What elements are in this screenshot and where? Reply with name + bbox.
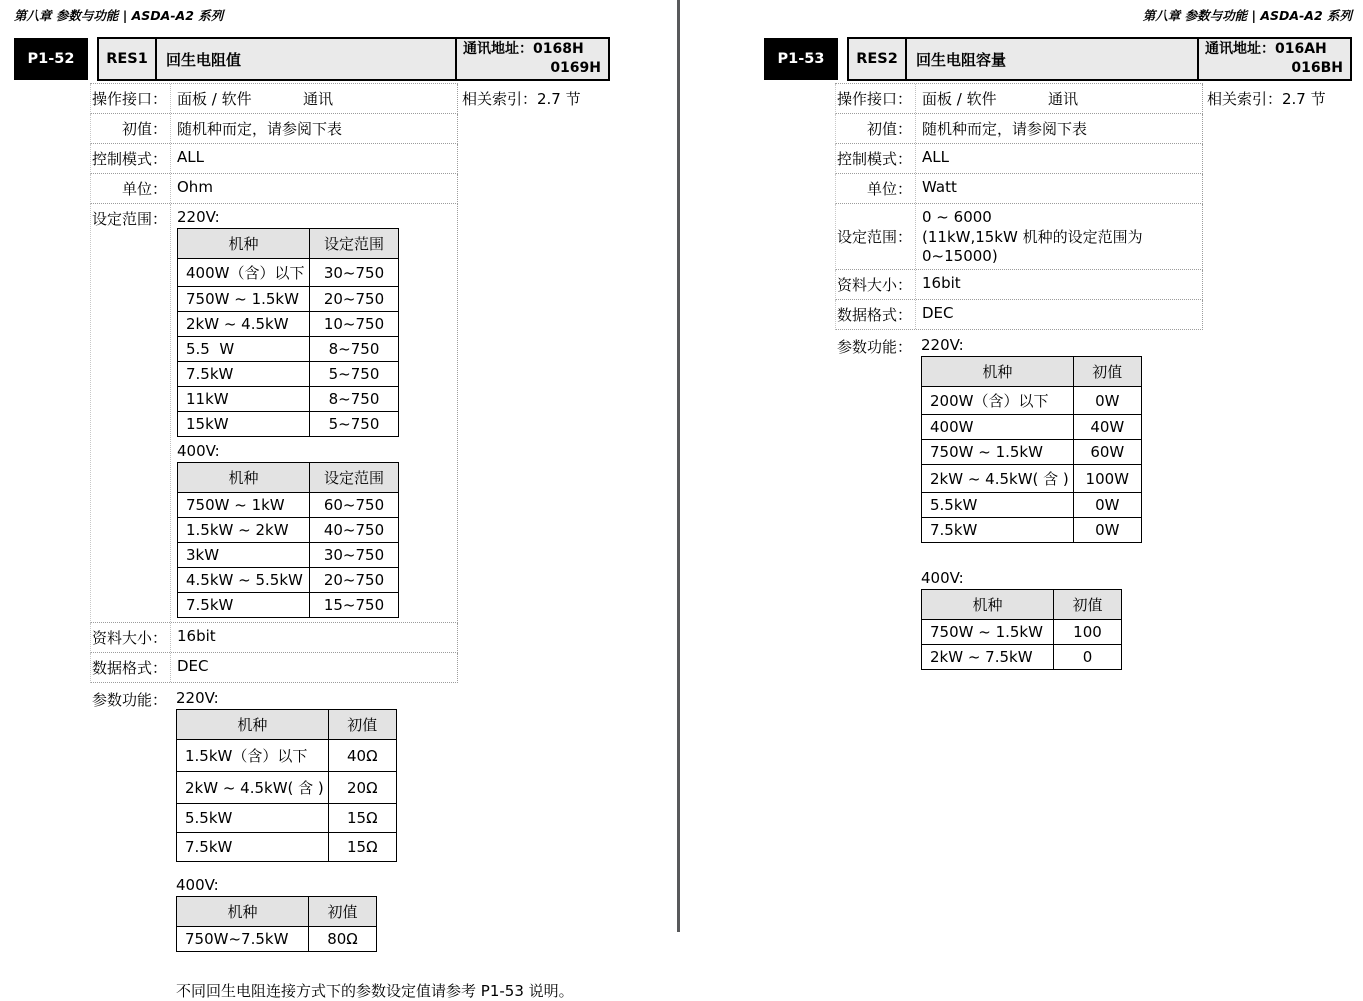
field-value <box>170 685 458 956</box>
table-cell: 750W ~ 1.5kW <box>922 620 1054 645</box>
field-value: 16bit <box>177 627 216 645</box>
table-cell: 5.5kW <box>922 493 1074 518</box>
field-rows <box>90 83 581 683</box>
table-row <box>922 620 1122 645</box>
table-header-cell: 机种 <box>177 897 309 927</box>
table-row <box>177 772 397 804</box>
table-row <box>922 518 1142 543</box>
table-cell: 40~750 <box>310 518 399 543</box>
field-row-control-mode <box>90 144 458 174</box>
left-page-column <box>0 0 677 1000</box>
field-label: 控制模式： <box>836 144 916 173</box>
table-cell: 30~750 <box>310 543 399 568</box>
table-header-cell: 设定范围 <box>310 229 399 259</box>
table-cell: 20Ω <box>328 772 396 804</box>
table-row <box>178 518 399 543</box>
right-page-column <box>680 0 1363 932</box>
field-label: 数据格式： <box>91 653 171 682</box>
table-cell: 40W <box>1073 415 1141 440</box>
table-header-row <box>178 229 399 259</box>
field-label: 参数功能： <box>836 338 912 356</box>
field-label: 操作接口： <box>836 84 916 113</box>
page-header-right: 第八章 参数与功能 | ASDA-A2 系列 <box>1142 8 1352 23</box>
comm-address-line2: 016BH <box>1291 60 1343 76</box>
comm-address-line2: 0169H <box>550 60 601 76</box>
initial-value-table-220v <box>176 709 397 862</box>
field-row-data-size <box>835 270 1203 300</box>
field-row-interface <box>90 84 581 114</box>
table-cell: 0W <box>1073 518 1141 543</box>
param-title-box <box>97 37 610 81</box>
field-label: 数据格式： <box>836 300 916 329</box>
comm-address-line1: 通讯地址：016AH <box>1205 41 1327 57</box>
field-row-initial <box>90 114 458 144</box>
field-row-unit <box>835 174 1203 204</box>
table-cell: 15Ω <box>328 833 396 862</box>
table-header-cell: 初值 <box>1054 590 1122 620</box>
field-value <box>916 204 1202 269</box>
param-header-p1-52 <box>14 38 610 81</box>
field-label: 操作接口： <box>91 84 171 113</box>
voltage-title-400v: 400V: <box>176 876 219 894</box>
field-value: Watt <box>922 178 957 196</box>
table-cell: 60~750 <box>310 493 399 518</box>
table-row <box>177 740 397 772</box>
table-row <box>922 415 1142 440</box>
field-row-initial <box>835 114 1203 144</box>
table-cell: 2kW ~ 7.5kW <box>922 645 1054 670</box>
field-label: 设定范围： <box>836 204 916 269</box>
table-cell: 750W~7.5kW <box>177 927 309 952</box>
table-row <box>922 440 1142 465</box>
voltage-title-220v: 220V: <box>921 336 964 354</box>
table-cell: 30~750 <box>310 259 399 287</box>
field-row-setting-range <box>90 204 458 623</box>
table-header-cell: 初值 <box>328 710 396 740</box>
voltage-title-400v: 400V: <box>177 442 220 460</box>
table-row <box>178 362 399 387</box>
field-row-interface <box>835 84 1326 114</box>
related-index: 相关索引：2.7 节 <box>1207 90 1326 108</box>
table-row <box>178 387 399 412</box>
table-header-cell: 初值 <box>1073 357 1141 387</box>
field-value: ALL <box>177 148 204 166</box>
field-value: 16bit <box>922 274 961 292</box>
table-cell: 7.5kW <box>178 362 310 387</box>
reference-note: 不同回生电阻连接方式下的参数设定值请参考 P1-53 说明。 <box>176 982 574 1000</box>
table-cell: 40Ω <box>328 740 396 772</box>
table-cell: 15kW <box>178 412 310 437</box>
table-cell: 1.5kW（含）以下 <box>177 740 329 772</box>
table-header-cell: 机种 <box>922 357 1074 387</box>
field-row-setting-range <box>835 204 1203 270</box>
comm-address-line1: 通讯地址：0168H <box>463 41 584 57</box>
table-cell: 200W（含）以下 <box>922 387 1074 415</box>
table-cell: 5.5kW <box>177 804 329 833</box>
table-row <box>922 465 1142 493</box>
range-table-400v <box>177 462 399 618</box>
table-row <box>178 543 399 568</box>
table-cell: 2kW ~ 4.5kW( 含 ) <box>922 465 1074 493</box>
table-header-row <box>922 590 1122 620</box>
table-cell: 60W <box>1073 440 1141 465</box>
table-header-row <box>922 357 1142 387</box>
field-value: ALL <box>922 148 949 166</box>
initial-value-table-220v <box>921 356 1142 543</box>
table-row <box>922 493 1142 518</box>
table-cell: 11kW <box>178 387 310 412</box>
field-row-unit <box>90 174 458 204</box>
table-header-cell: 初值 <box>309 897 377 927</box>
param-body-p1-53 <box>835 83 1326 674</box>
table-row <box>178 493 399 518</box>
field-row-param-function <box>90 685 458 956</box>
field-label: 控制模式： <box>91 144 171 173</box>
field-value: DEC <box>922 304 954 322</box>
table-cell: 7.5kW <box>177 833 329 862</box>
table-cell: 750W ~ 1.5kW <box>922 440 1074 465</box>
comm-address-box <box>1197 39 1350 79</box>
range-table-220v <box>177 228 399 437</box>
table-cell: 0W <box>1073 493 1141 518</box>
table-header-cell: 设定范围 <box>310 463 399 493</box>
table-cell: 7.5kW <box>178 593 310 618</box>
table-cell: 5.5 W <box>178 337 310 362</box>
related-index: 相关索引：2.7 节 <box>462 90 581 108</box>
field-value <box>171 204 457 622</box>
table-cell: 8~750 <box>310 337 399 362</box>
table-cell: 0W <box>1073 387 1141 415</box>
field-value: 随机种而定，请参阅下表 <box>177 120 343 138</box>
table-header-row <box>177 897 377 927</box>
table-row <box>922 387 1142 415</box>
field-label: 初值： <box>91 114 171 143</box>
field-row-param-function <box>835 332 1203 674</box>
field-value: DEC <box>177 657 209 675</box>
table-cell: 15~750 <box>310 593 399 618</box>
range-line-1: 0 ~ 6000 <box>922 208 992 226</box>
range-line-2: (11kW,15kW 机种的设定范围为 0~15000) <box>922 228 1143 265</box>
table-cell: 10~750 <box>310 312 399 337</box>
table-cell: 400W（含）以下 <box>178 259 310 287</box>
initial-value-table-400v <box>176 896 377 952</box>
table-cell: 20~750 <box>310 287 399 312</box>
table-cell: 0 <box>1054 645 1122 670</box>
table-header-cell: 机种 <box>922 590 1054 620</box>
table-cell: 2kW ~ 4.5kW( 含 ) <box>177 772 329 804</box>
table-row <box>178 337 399 362</box>
table-cell: 4.5kW ~ 5.5kW <box>178 568 310 593</box>
voltage-title-220v: 220V: <box>176 689 219 707</box>
table-cell: 20~750 <box>310 568 399 593</box>
table-cell: 100 <box>1054 620 1122 645</box>
table-cell: 750W ~ 1kW <box>178 493 310 518</box>
page-header-left: 第八章 参数与功能 | ASDA-A2 系列 <box>14 8 224 23</box>
table-cell: 7.5kW <box>922 518 1074 543</box>
table-row <box>177 833 397 862</box>
table-header-row <box>177 710 397 740</box>
param-id-badge: P1-52 <box>14 38 88 80</box>
comm-address-box <box>455 39 608 79</box>
field-label: 单位： <box>836 174 916 203</box>
table-cell: 2kW ~ 4.5kW <box>178 312 310 337</box>
table-row <box>177 804 397 833</box>
param-code: RES2 <box>849 39 907 79</box>
field-row-data-format <box>835 300 1203 330</box>
voltage-title-400v: 400V: <box>921 569 964 587</box>
field-label: 单位： <box>91 174 171 203</box>
param-header-p1-53 <box>764 38 1352 81</box>
field-label: 设定范围： <box>91 204 171 622</box>
table-header-row <box>178 463 399 493</box>
field-row-data-size <box>90 623 458 653</box>
field-label: 资料大小： <box>91 623 171 652</box>
voltage-title-220v: 220V: <box>177 208 220 226</box>
param-body-p1-52 <box>90 83 581 1001</box>
table-row <box>177 927 377 952</box>
field-value: 面板 / 软件 通讯 <box>922 90 1079 108</box>
field-rows <box>835 83 1326 330</box>
table-cell: 5~750 <box>310 412 399 437</box>
table-cell: 80Ω <box>309 927 377 952</box>
table-cell: 5~750 <box>310 362 399 387</box>
table-row <box>178 412 399 437</box>
table-row <box>178 287 399 312</box>
table-cell: 8~750 <box>310 387 399 412</box>
table-row <box>178 312 399 337</box>
table-cell: 400W <box>922 415 1074 440</box>
table-row <box>178 593 399 618</box>
table-cell: 3kW <box>178 543 310 568</box>
initial-value-table-400v <box>921 589 1122 670</box>
table-header-cell: 机种 <box>177 710 329 740</box>
field-value: Ohm <box>177 178 213 196</box>
table-header-cell: 机种 <box>178 229 310 259</box>
field-value <box>915 332 1203 674</box>
field-row-control-mode <box>835 144 1203 174</box>
table-row <box>178 259 399 287</box>
table-header-cell: 机种 <box>178 463 310 493</box>
field-label: 资料大小： <box>836 270 916 299</box>
param-name: 回生电阻容量 <box>916 50 1007 69</box>
field-value: 随机种而定，请参阅下表 <box>922 120 1088 138</box>
field-value: 面板 / 软件 通讯 <box>177 90 334 108</box>
param-id-badge: P1-53 <box>764 38 838 80</box>
field-row-data-format <box>90 653 458 683</box>
table-row <box>178 568 399 593</box>
table-cell: 1.5kW ~ 2kW <box>178 518 310 543</box>
table-cell: 15Ω <box>328 804 396 833</box>
table-row <box>922 645 1122 670</box>
field-label: 参数功能： <box>91 691 167 709</box>
table-cell: 100W <box>1073 465 1141 493</box>
param-code: RES1 <box>99 39 157 79</box>
param-title-box <box>847 37 1352 81</box>
table-cell: 750W ~ 1.5kW <box>178 287 310 312</box>
param-name: 回生电阻值 <box>166 50 242 69</box>
field-label: 初值： <box>836 114 916 143</box>
